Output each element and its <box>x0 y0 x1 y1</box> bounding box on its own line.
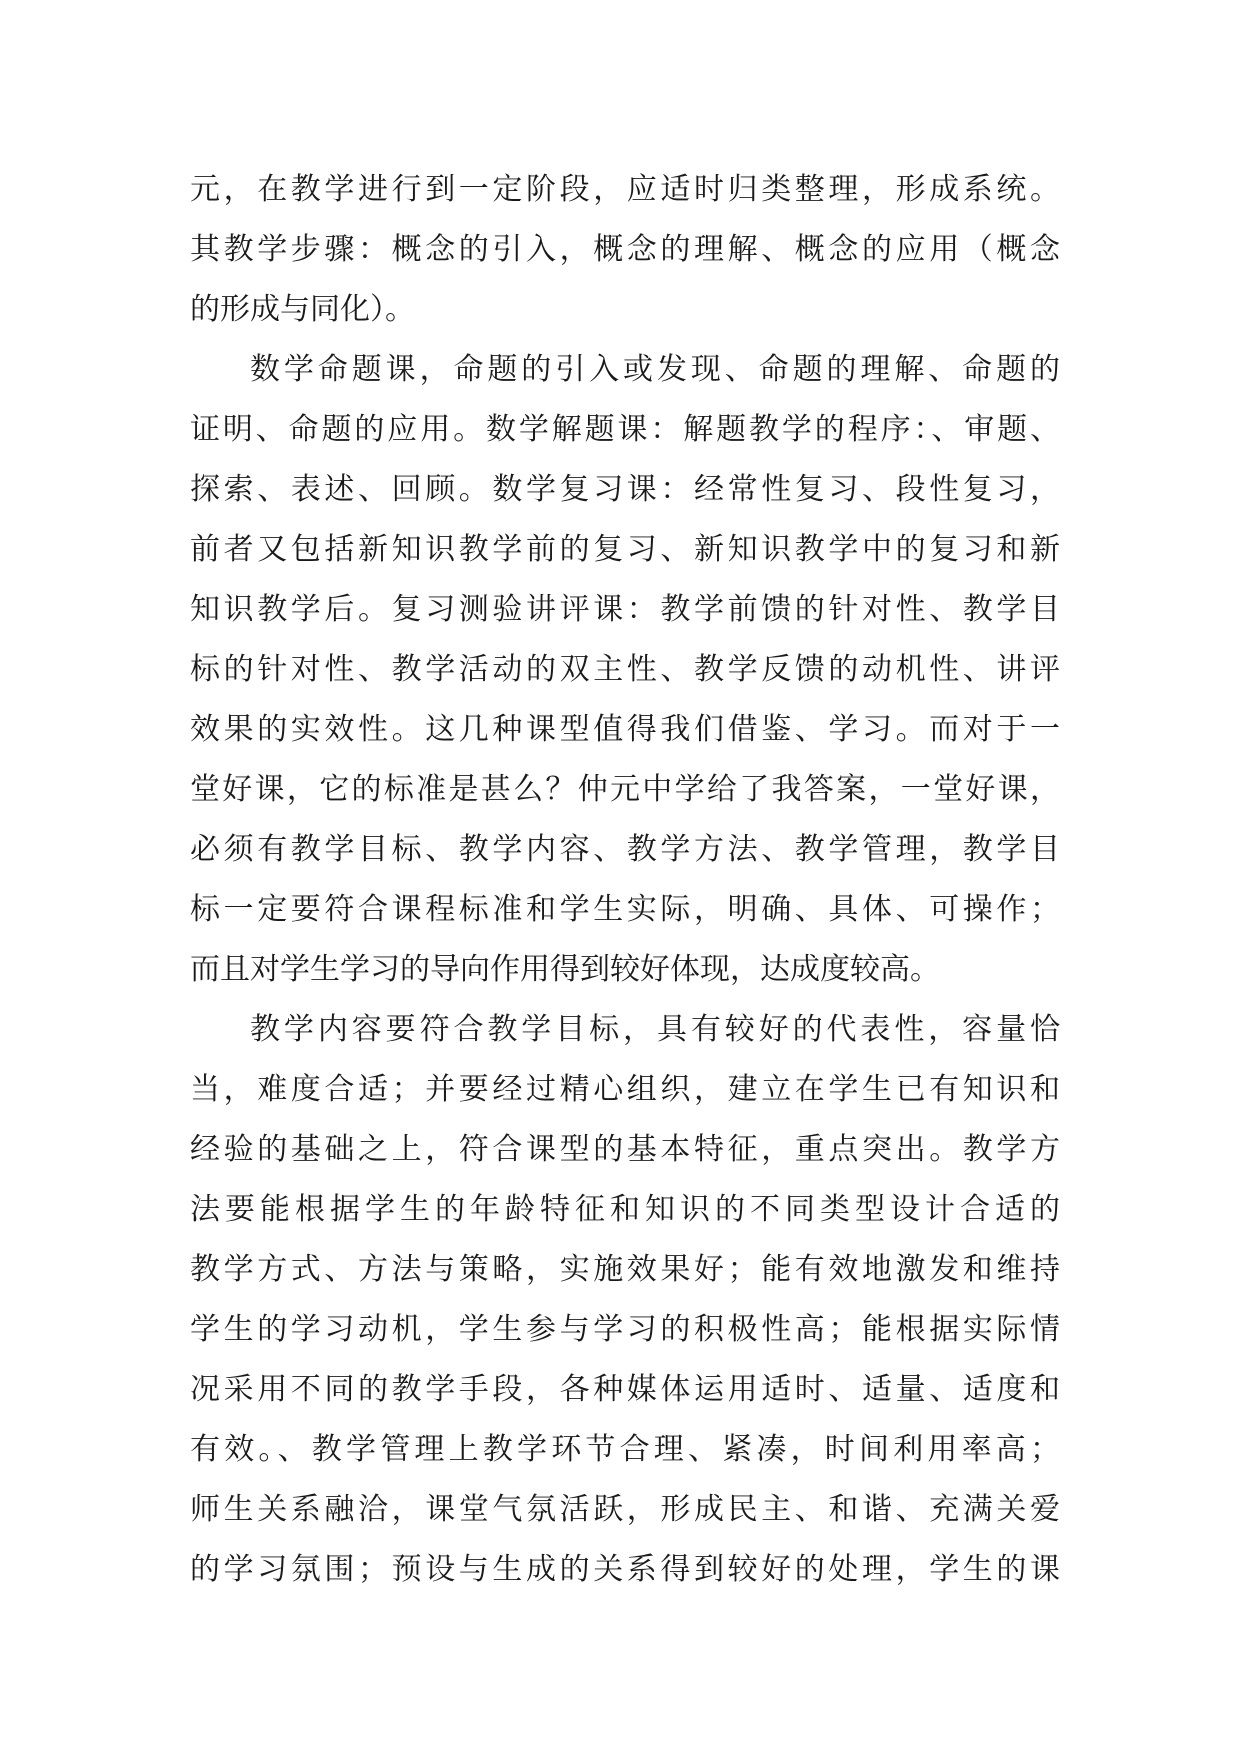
text-line: 教学方式、方法与策略，实施效果好；能有效地激发和维持 <box>190 1252 1060 1287</box>
text-line: 效果的实效性。这几种课型值得我们借鉴、学习。而对于一 <box>190 712 1060 747</box>
text-line: 师生关系融洽，课堂气氛活跃，形成民主、和谐、充满关爱 <box>190 1492 1060 1527</box>
text-line: 而且对学生学习的导向作用得到较好体现，达成度较高。 <box>190 952 940 987</box>
text-line: 证明、命题的应用。数学解题课：解题教学的程序：、审题、 <box>190 412 1060 447</box>
text-line: 必须有教学目标、教学内容、教学方法、教学管理，教学目 <box>190 832 1060 867</box>
text-line: 的学习氛围；预设与生成的关系得到较好的处理，学生的课 <box>190 1552 1060 1587</box>
paragraph-start-line: 教学内容要符合教学目标，具有较好的代表性，容量恰 <box>250 1012 1060 1047</box>
text-line: 其教学步骤：概念的引入，概念的理解、概念的应用（概念 <box>190 232 1060 267</box>
text-line: 况采用不同的教学手段，各种媒体运用适时、适量、适度和 <box>190 1372 1060 1407</box>
text-line: 前者又包括新知识教学前的复习、新知识教学中的复习和新 <box>190 532 1060 567</box>
text-line: 法要能根据学生的年龄特征和知识的不同类型设计合适的 <box>190 1192 1060 1227</box>
text-line: 知识教学后。复习测验讲评课：教学前馈的针对性、教学目 <box>190 592 1060 627</box>
paragraph-start-line: 数学命题课，命题的引入或发现、命题的理解、命题的 <box>250 352 1060 387</box>
text-line: 有效。、教学管理上教学环节合理、紧凑，时间利用率高； <box>190 1432 1060 1467</box>
text-line: 当，难度合适；并要经过精心组织，建立在学生已有知识和 <box>190 1072 1060 1107</box>
text-line: 标一定要符合课程标准和学生实际，明确、具体、可操作； <box>190 892 1060 927</box>
text-line: 探索、表述、回顾。数学复习课：经常性复习、段性复习， <box>190 472 1060 507</box>
text-line: 经验的基础之上，符合课型的基本特征，重点突出。教学方 <box>190 1132 1060 1167</box>
body-text <box>190 160 1060 1600</box>
text-line: 元，在教学进行到一定阶段，应适时归类整理，形成系统。 <box>190 172 1060 207</box>
text-line: 标的针对性、教学活动的双主性、教学反馈的动机性、讲评 <box>190 652 1060 687</box>
text-line: 堂好课，它的标准是甚么？仲元中学给了我答案，一堂好课， <box>190 772 1060 807</box>
text-line: 学生的学习动机，学生参与学习的积极性高；能根据实际情 <box>190 1312 1060 1347</box>
text-line: 的形成与同化）。 <box>190 292 415 327</box>
